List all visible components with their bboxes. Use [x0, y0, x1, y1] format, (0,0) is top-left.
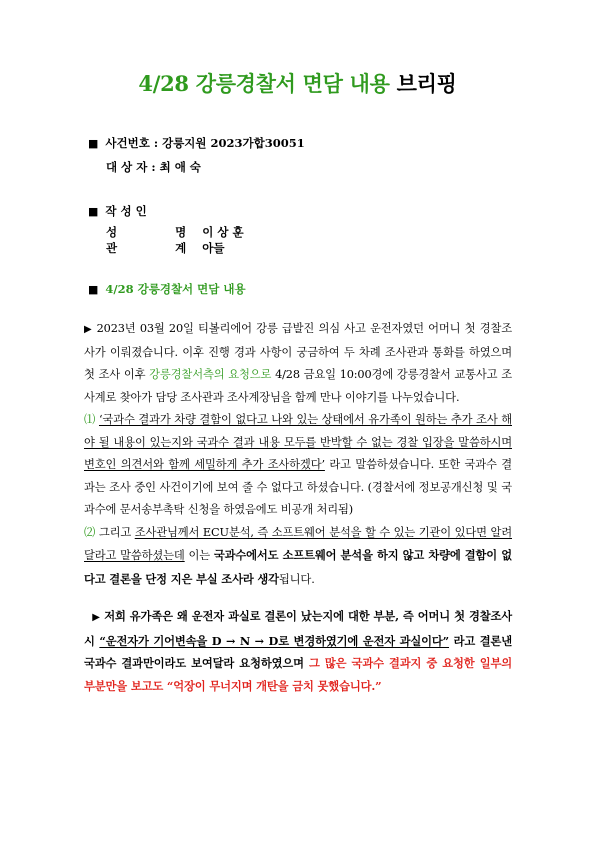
paragraph-3-text: 그리고	[95, 525, 135, 539]
ecu-request-statement: 조사관님께서 ECU분석, 즉 소프트웨어 분석을 할 수 있는 기관이 있다면 알려달라고 말씀하셨는데	[84, 525, 512, 562]
paragraph-1-text-end: 4/28 금요일 10:00경에 강릉경찰서 교통사고 조사계로 찾아가 담당 조사관과 조사계장님을 함께 만나 이야기를 나누었습니다.	[84, 368, 512, 404]
author-relation-label-2: 계	[175, 241, 187, 255]
black-square-icon: ■	[88, 283, 99, 296]
paragraph-2-text: 라고 말씀하셨습니다. 또한 국과수 결과는 조사 중인 사건이기에 보여 줄 수 없다고 하셨습니다. (경찰서에 정보공개신청 및 국과수에 문서송부촉탁 신청을 하였음에도 비공개 처리됨)	[84, 458, 512, 516]
case-target: 대 상 자 : 최 애 숙	[106, 160, 201, 174]
author-heading-row	[88, 204, 147, 219]
paragraph-4-request: 라고 결론낸 국과수 결과만이라도 보여달라 요청하였으며	[84, 633, 513, 670]
police-statement-quote: ‘국과수 결과가 차량 결함이 없다고 나와 있는 상태에서 유가족이 원하는 추가 조사 해야 될 내용이 있는지와 국과수 결과 내용 모두를 반박할 수 없는 경찰 입장을 말씀하시며 변호인 의견서와 함께 세밀하게 추가 조사하겠다’	[84, 413, 512, 471]
author-name-value: 이 상 훈	[202, 225, 244, 239]
paragraph-4	[84, 605, 512, 697]
insufficient-investigation-claim: 국과수에서도 소프트웨어 분석을 하지 않고 차량에 결함이 없다고 결론을 단정 지은 부실 조사라 생각	[84, 548, 512, 586]
author-name-row	[106, 225, 244, 239]
section-heading-row	[88, 282, 246, 297]
paragraph-3-end: 됩니다.	[278, 572, 315, 586]
paragraph-3	[84, 522, 512, 592]
paragraph-3-connector: 이는	[184, 549, 214, 562]
driver-fault-quote: “운전자가 기어변속을 D → N → D로 변경하였기에 운전자 과실이다”	[99, 633, 450, 648]
right-triangle-icon: ▶	[92, 612, 101, 623]
paragraph-4-text: 저희 유가족은 왜 운전자 과실로 결론이 났는지에 대한 부분, 즉 어머니 첫 경찰조사시	[84, 609, 512, 648]
case-target-row	[106, 160, 201, 174]
title-suffix: 브리핑	[396, 71, 457, 96]
title-date-place: 4/28 강릉경찰서 면담 내용	[138, 71, 390, 96]
case-number-row	[88, 136, 305, 151]
case-number: 사건번호 : 강릉지원 2023가합30051	[105, 136, 305, 150]
paragraph-1-text: 2023년 03월 20일 티볼리에어 강릉 급발진 의심 사고 운전자였던 어머니 첫 경찰조사가 이뤄졌습니다. 이후 진행 경과 사항이 궁금하여 두 차례 조사관과 통화를 하였으며 첫 조사 이후	[84, 322, 512, 381]
item-number-2: ⑵	[84, 525, 96, 539]
item-number-1: ⑴	[84, 413, 96, 426]
right-triangle-icon: ▶	[84, 324, 93, 335]
black-square-icon: ■	[88, 205, 99, 218]
author-relation-value: 아들	[202, 241, 225, 255]
briefing-body	[84, 318, 512, 697]
section-heading: 4/28 강릉경찰서 면담 내용	[105, 282, 246, 296]
author-name-label: 성	[106, 225, 118, 239]
page-title	[0, 68, 595, 98]
author-heading: 작 성 인	[105, 204, 147, 218]
author-name-label-2: 명	[175, 225, 187, 239]
police-request-highlight: 강릉경찰서측의 요청으로	[149, 368, 272, 381]
author-relation-row	[106, 241, 225, 255]
paragraph-1	[84, 318, 512, 409]
family-reaction-highlight: 그 많은 국과수 결과지 중 요청한 일부의 부분만을 보고도 “억장이 무너지며 개탄을 금치 못했습니다.”	[84, 656, 512, 693]
author-relation-label: 관	[106, 241, 118, 255]
black-square-icon: ■	[88, 137, 99, 150]
paragraph-2	[84, 409, 512, 522]
